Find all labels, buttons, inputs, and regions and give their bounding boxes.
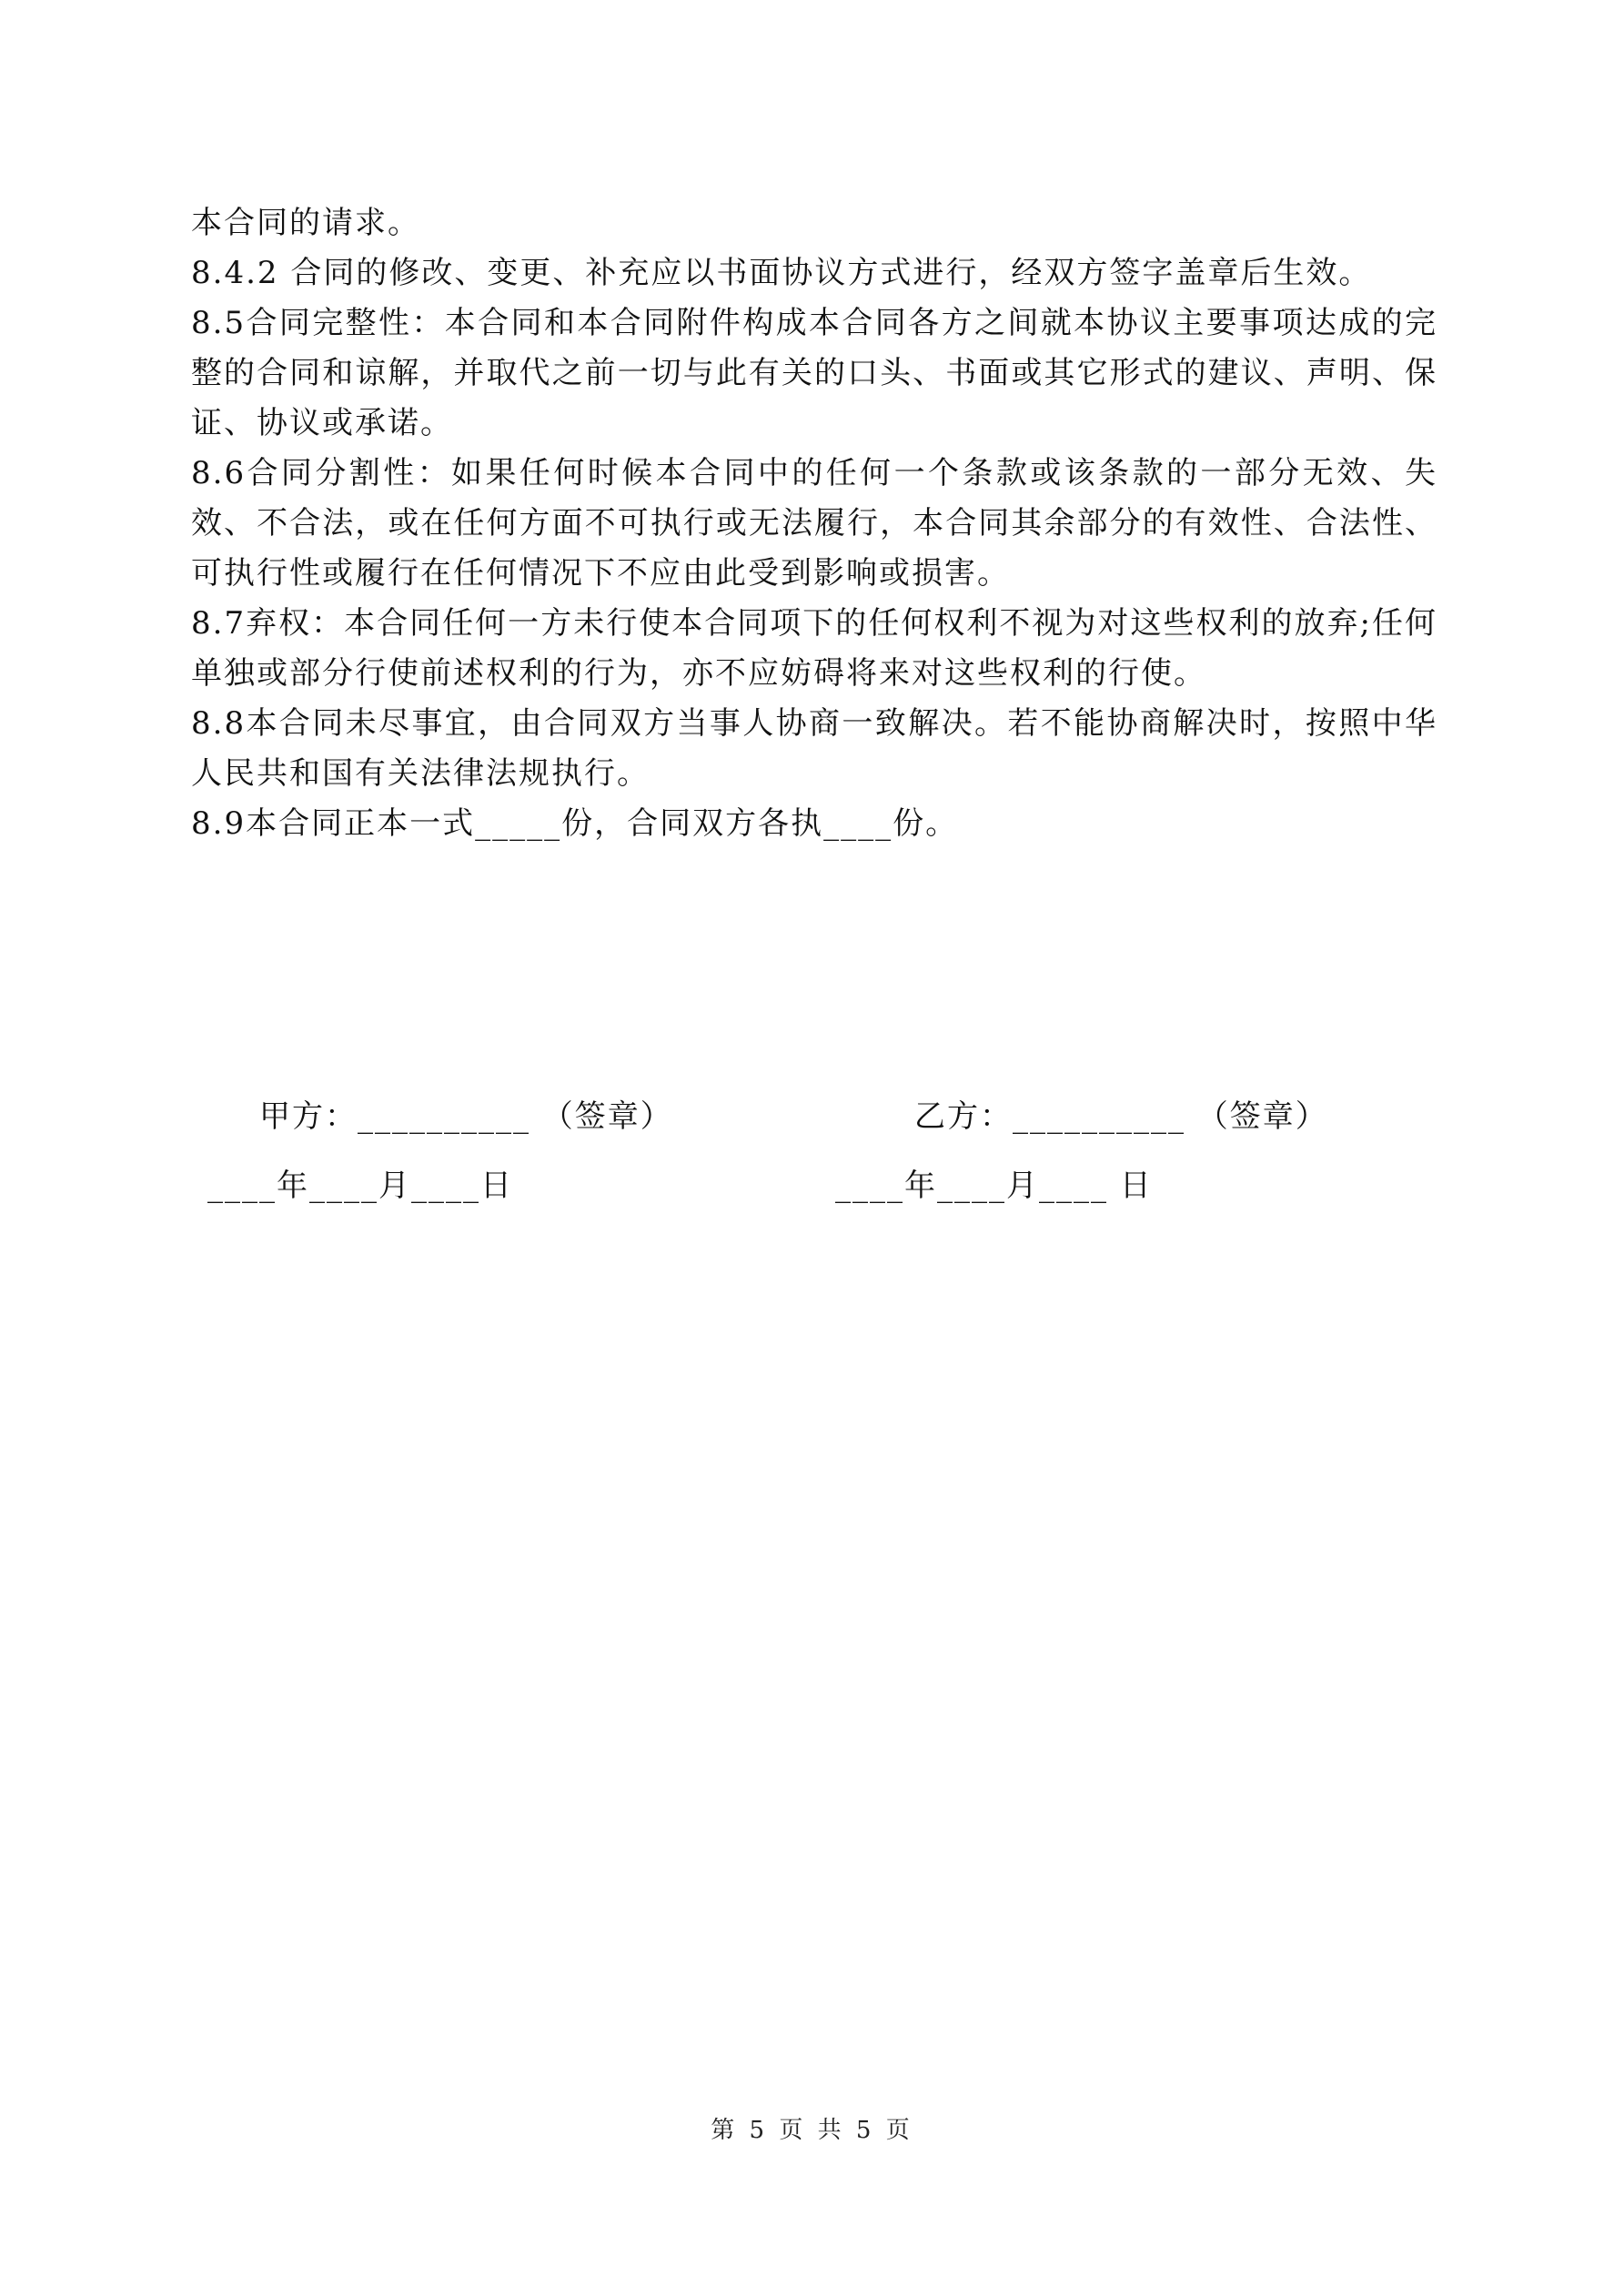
- party-a-date-line: ____年____月____日: [207, 1168, 513, 1204]
- party-a-signature-line: 甲方：__________ （签章）: [259, 1098, 673, 1135]
- party-b-date-line: ____年____月____ 日: [835, 1168, 1153, 1204]
- paragraph-8-9: 8.9本合同正本一式_____份，合同双方各执____份。: [191, 805, 959, 842]
- page-footer: 第 5 页 共 5 页: [711, 2117, 913, 2144]
- paragraph-request-end: 本合同的请求。: [191, 205, 420, 241]
- paragraph-8-4-2: 8.4.2 合同的修改、变更、补充应以书面协议方式进行，经双方签字盖章后生效。: [191, 255, 1372, 291]
- contract-body: [191, 198, 1437, 849]
- paragraph-8-6: 8.6合同分割性：如果任何时候本合同中的任何一个条款或该条款的一部分无效、失效、不合法，或在任何方面不可执行或无法履行，本合同其余部分的有效性、合法性、可执行性或履行在任何情况下不应由此受到影响或损害。: [191, 455, 1437, 592]
- paragraph-8-7: 8.7弃权：本合同任何一方未行使本合同项下的任何权利不视为对这些权利的放弃;任何单独或部分行使前述权利的行为，亦不应妨碍将来对这些权利的行使。: [191, 605, 1437, 692]
- paragraph-8-8: 8.8本合同未尽事宜，由合同双方当事人协商一致解决。若不能协商解决时，按照中华人民共和国有关法律法规执行。: [191, 705, 1437, 792]
- party-b-signature-line: 乙方：__________ （签章）: [914, 1098, 1328, 1135]
- paragraph-8-5: 8.5合同完整性：本合同和本合同附件构成本合同各方之间就本协议主要事项达成的完整的合同和谅解，并取代之前一切与此有关的口头、书面或其它形式的建议、声明、保证、协议或承诺。: [191, 305, 1437, 441]
